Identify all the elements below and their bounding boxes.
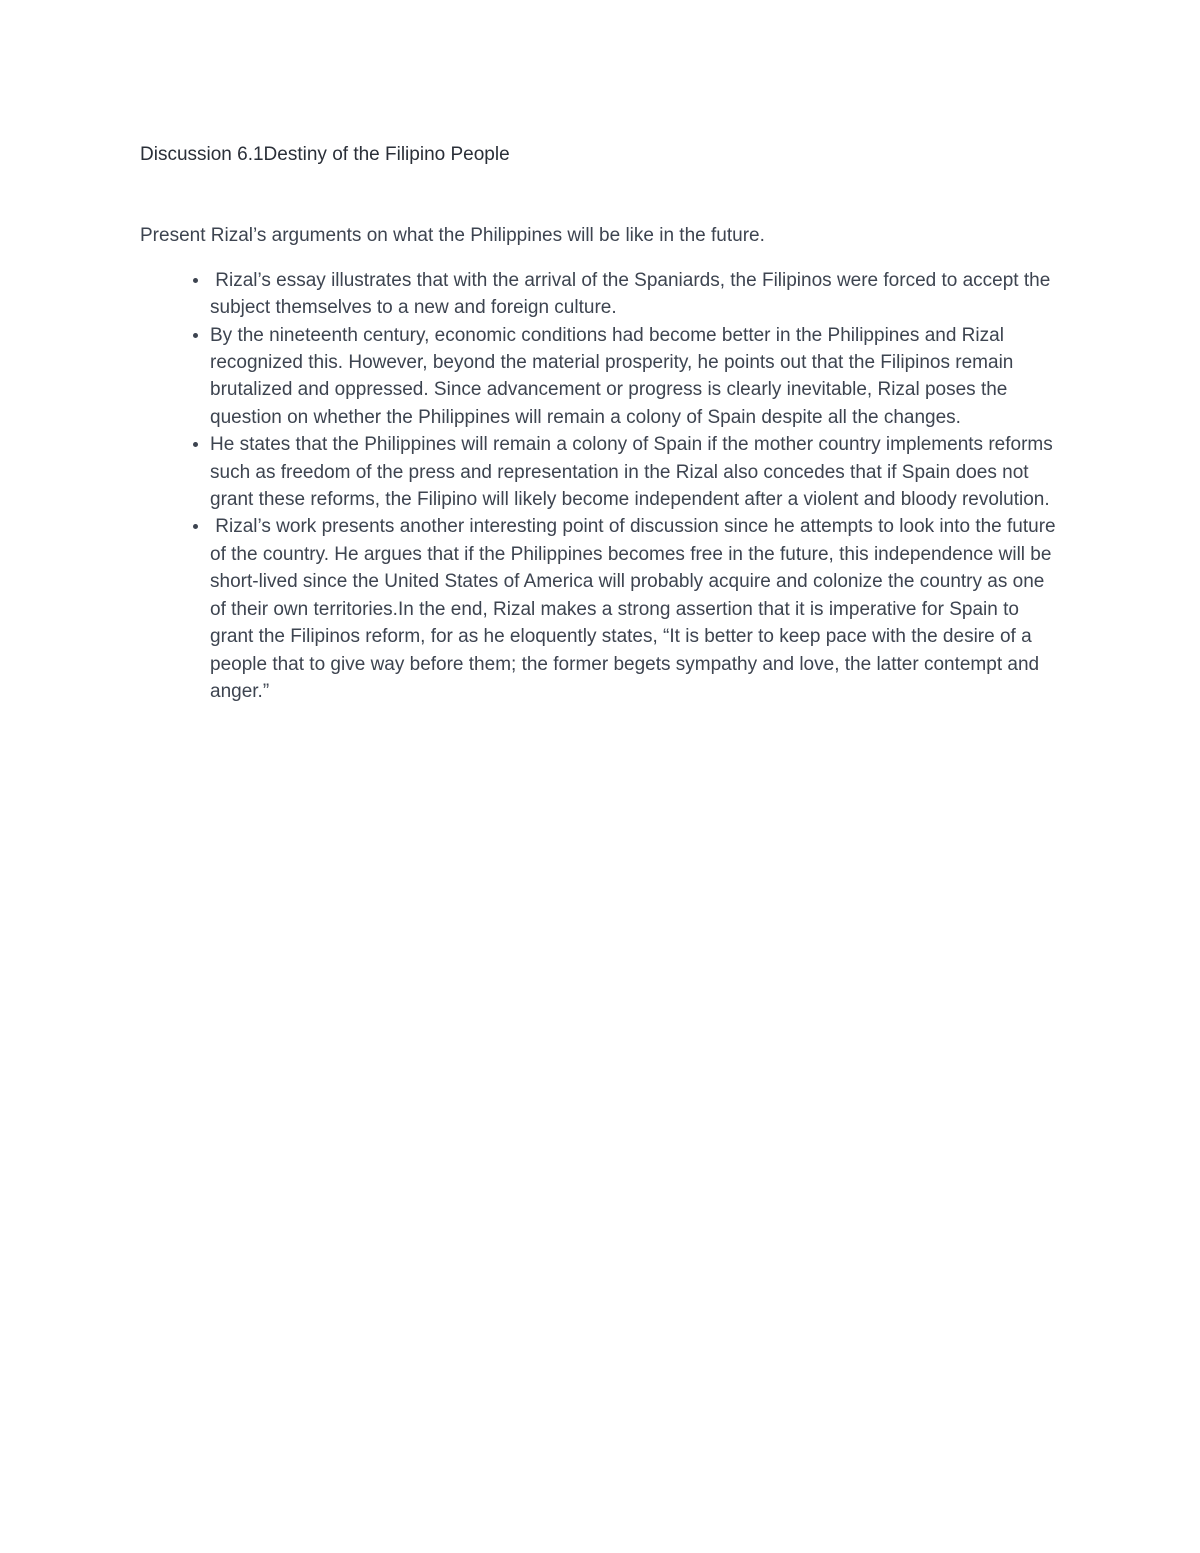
intro-paragraph: Present Rizal’s arguments on what the Philippines will be like in the future. (140, 225, 765, 247)
bullet-list (140, 267, 1060, 706)
bullet-item: • He states that the Philippines will remain a colony of Spain if the mother country implements reforms such as freedom of the press and representation in the Rizal also concedes that if Spain does not grant these reforms, the Filipino will likely become independent after a violent and bloody revolution. (210, 431, 1060, 513)
bullet-item: • Rizal’s essay illustrates that with the arrival of the Spaniards, the Filipinos were forced to accept the subject themselves to a new and foreign culture. (210, 267, 1060, 322)
bullet-item: • Rizal’s work presents another interesting point of discussion since he attempts to look into the future of the country. He argues that if the Philippines becomes free in the future, this independence will be short-lived since the United States of America will probably acquire and colonize the country as one of their own territories.In the end, Rizal makes a strong assertion that it is imperative for Spain to grant the Filipinos reform, for as he eloquently states, “It is better to keep pace with the desire of a people that to give way before them; the former begets sympathy and love, the latter contempt and anger.” (210, 513, 1060, 705)
document-title: Discussion 6.1Destiny of the Filipino People (140, 144, 510, 165)
bullet-item: • By the nineteenth century, economic conditions had become better in the Philippines and Rizal recognized this. However, beyond the material prosperity, he points out that the Filipinos remain brutalized and oppressed. Since advancement or progress is clearly inevitable, Rizal poses the question on whether the Philippines will remain a colony of Spain despite all the changes. (210, 322, 1060, 432)
